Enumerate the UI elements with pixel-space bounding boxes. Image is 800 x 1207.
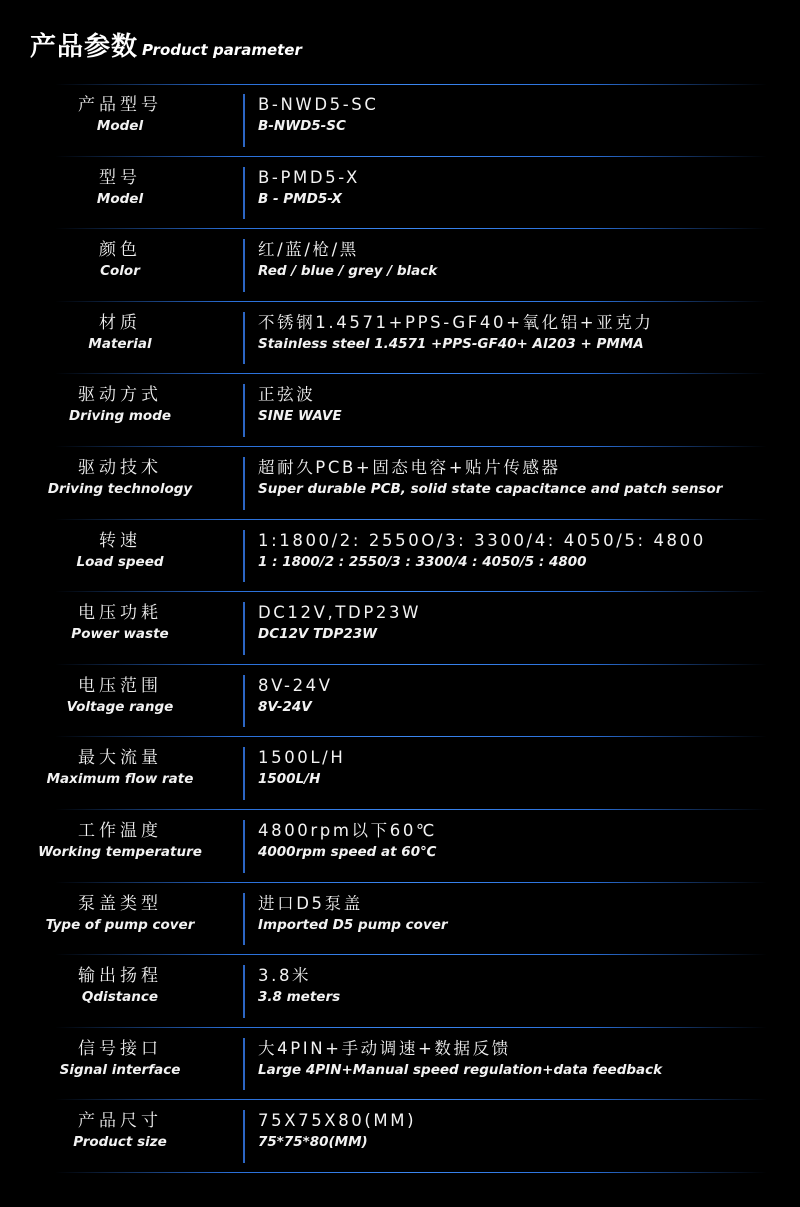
parameter-value-cn: B-NWD5-SC [258, 95, 379, 114]
parameter-row [0, 520, 800, 593]
parameter-row [0, 955, 800, 1028]
row-divider [243, 747, 245, 800]
parameter-value [258, 1110, 786, 1152]
parameter-value [258, 312, 786, 354]
parameter-value-en: 4000rpm speed at 60℃ [258, 843, 437, 860]
parameter-row [0, 84, 800, 157]
parameter-row [0, 229, 800, 302]
parameter-label-cn: 转速 [99, 530, 141, 551]
parameter-label-cn: 电压范围 [78, 675, 162, 696]
parameter-value-en: 1500L/H [258, 771, 321, 788]
parameter-label-cn: 材质 [99, 312, 141, 333]
parameter-label-en: Driving technology [47, 480, 193, 497]
parameter-value-en: B - PMD5-X [258, 190, 342, 207]
row-divider [243, 893, 245, 946]
parameter-value [258, 239, 786, 281]
parameter-label [0, 1038, 240, 1080]
parameter-label [0, 239, 240, 281]
parameter-value-en: 1 : 1800/2 : 2550/3 : 3300/4 : 4050/5 : 4800 [258, 553, 587, 570]
parameter-table [0, 84, 800, 1173]
parameter-label [0, 384, 240, 426]
parameter-value-cn: 8V-24V [258, 675, 333, 695]
parameter-value [258, 167, 786, 209]
parameter-label [0, 167, 240, 209]
parameter-label-en: Type of pump cover [45, 916, 195, 933]
parameter-label [0, 602, 240, 644]
parameter-value-cn: B-PMD5-X [258, 167, 360, 187]
parameter-label [0, 312, 240, 354]
parameter-value [258, 675, 786, 717]
parameter-value-cn: 75X75X80(MM) [258, 1111, 417, 1131]
parameter-label-en: Color [100, 263, 140, 280]
parameter-value-cn: 进口D5泵盖 [258, 893, 363, 913]
parameter-label-en: Material [88, 335, 152, 352]
parameter-label [0, 1110, 240, 1152]
parameter-value-en: 8V-24V [258, 698, 312, 715]
row-divider [243, 1110, 245, 1163]
parameter-label [0, 965, 240, 1007]
parameter-row [0, 1028, 800, 1101]
row-divider [243, 965, 245, 1018]
parameter-row [0, 665, 800, 738]
row-divider [243, 530, 245, 583]
parameter-value [258, 1038, 786, 1080]
parameter-value [258, 530, 786, 572]
parameter-label-cn: 工作温度 [78, 820, 162, 841]
parameter-label [0, 530, 240, 572]
parameter-value-cn: 不锈钢1.4571+PPS-GF40+氧化铝+亚克力 [258, 312, 654, 332]
parameter-value-cn: 红/蓝/枪/黑 [258, 240, 359, 260]
parameter-label-cn: 驱动方式 [78, 385, 162, 406]
parameter-label-en: Signal interface [59, 1061, 181, 1078]
parameter-value [258, 747, 786, 789]
page-header [30, 26, 302, 63]
row-divider [243, 312, 245, 365]
row-divider [243, 457, 245, 510]
parameter-value-en: Red / blue / grey / black [258, 263, 438, 280]
parameter-value-cn: 3.8米 [258, 966, 312, 986]
parameter-label-en: Maximum flow rate [46, 771, 194, 788]
parameter-label-cn: 最大流量 [78, 748, 162, 769]
parameter-label-cn: 颜色 [99, 240, 141, 261]
parameter-value-cn: 4800rpm以下60℃ [258, 820, 438, 840]
parameter-label-cn: 泵盖类型 [78, 893, 162, 914]
parameter-value-cn: 1:1800/2: 2550O/3: 3300/4: 4050/5: 4800 [258, 530, 706, 550]
parameter-label-en: Power waste [71, 626, 169, 643]
parameter-row [0, 810, 800, 883]
parameter-label-en: Voltage range [66, 698, 174, 715]
parameter-label [0, 457, 240, 499]
parameter-value-cn: 超耐久PCB+固态电容+贴片传感器 [258, 457, 561, 477]
parameter-label-cn: 信号接口 [78, 1038, 162, 1059]
parameter-row [0, 883, 800, 956]
parameter-row [0, 157, 800, 230]
parameter-label-en: Load speed [76, 553, 164, 570]
parameter-row [0, 1100, 800, 1173]
parameter-row [0, 447, 800, 520]
row-divider [243, 384, 245, 437]
parameter-label-cn: 电压功耗 [78, 603, 162, 624]
parameter-value-en: Large 4PIN+Manual speed regulation+data feedback [258, 1061, 663, 1078]
parameter-label-cn: 型号 [99, 167, 141, 188]
row-divider [243, 239, 245, 292]
parameter-label-en: Working temperature [38, 843, 202, 860]
parameter-label [0, 94, 240, 136]
parameter-label [0, 675, 240, 717]
parameter-value [258, 94, 786, 136]
parameter-label [0, 820, 240, 862]
parameter-value-en: DC12V TDP23W [258, 626, 378, 643]
parameter-value-cn: 1500L/H [258, 748, 346, 768]
row-divider [243, 675, 245, 728]
row-divider [243, 602, 245, 655]
parameter-label [0, 747, 240, 789]
parameter-value-en: SINE WAVE [258, 408, 342, 425]
parameter-row [0, 302, 800, 375]
row-divider [243, 820, 245, 873]
parameter-value-cn: 大4PIN+手动调速+数据反馈 [258, 1038, 511, 1058]
row-divider [243, 167, 245, 220]
parameter-value-en: Stainless steel 1.4571 +PPS-GF40+ Al203 + PMMA [258, 335, 644, 352]
parameter-label-cn: 驱动技术 [78, 457, 162, 478]
parameter-label-cn: 产品型号 [78, 95, 162, 115]
parameter-row [0, 374, 800, 447]
parameter-value [258, 965, 786, 1007]
parameter-value [258, 602, 786, 644]
parameter-label-en: Qdistance [81, 989, 159, 1006]
parameter-label-en: Model [96, 190, 144, 207]
row-divider [243, 1038, 245, 1091]
parameter-label-cn: 输出扬程 [78, 966, 162, 987]
parameter-value-en: B-NWD5-SC [258, 118, 346, 134]
parameter-value [258, 893, 786, 935]
parameter-value-en: 75*75*80(MM) [258, 1134, 368, 1151]
parameter-row [0, 737, 800, 810]
parameter-value [258, 820, 786, 862]
parameter-row [0, 592, 800, 665]
parameter-label-en: Driving mode [68, 408, 172, 425]
parameter-value-cn: DC12V,TDP23W [258, 603, 421, 623]
parameter-label-en: Product size [73, 1134, 167, 1151]
row-divider [243, 94, 245, 147]
parameter-value [258, 384, 786, 426]
page-title: 产品参数 [30, 32, 139, 62]
parameter-value-en: Imported D5 pump cover [258, 916, 448, 933]
parameter-label [0, 893, 240, 935]
parameter-label-en: Model [96, 118, 144, 134]
parameter-value-cn: 正弦波 [258, 385, 316, 405]
parameter-value-en: 3.8 meters [258, 989, 341, 1006]
parameter-label-cn: 产品尺寸 [78, 1111, 162, 1132]
parameter-value [258, 457, 786, 499]
parameter-value-en: Super durable PCB, solid state capacitance and patch sensor [258, 480, 723, 497]
page-subtitle: Product parameter [142, 41, 302, 59]
